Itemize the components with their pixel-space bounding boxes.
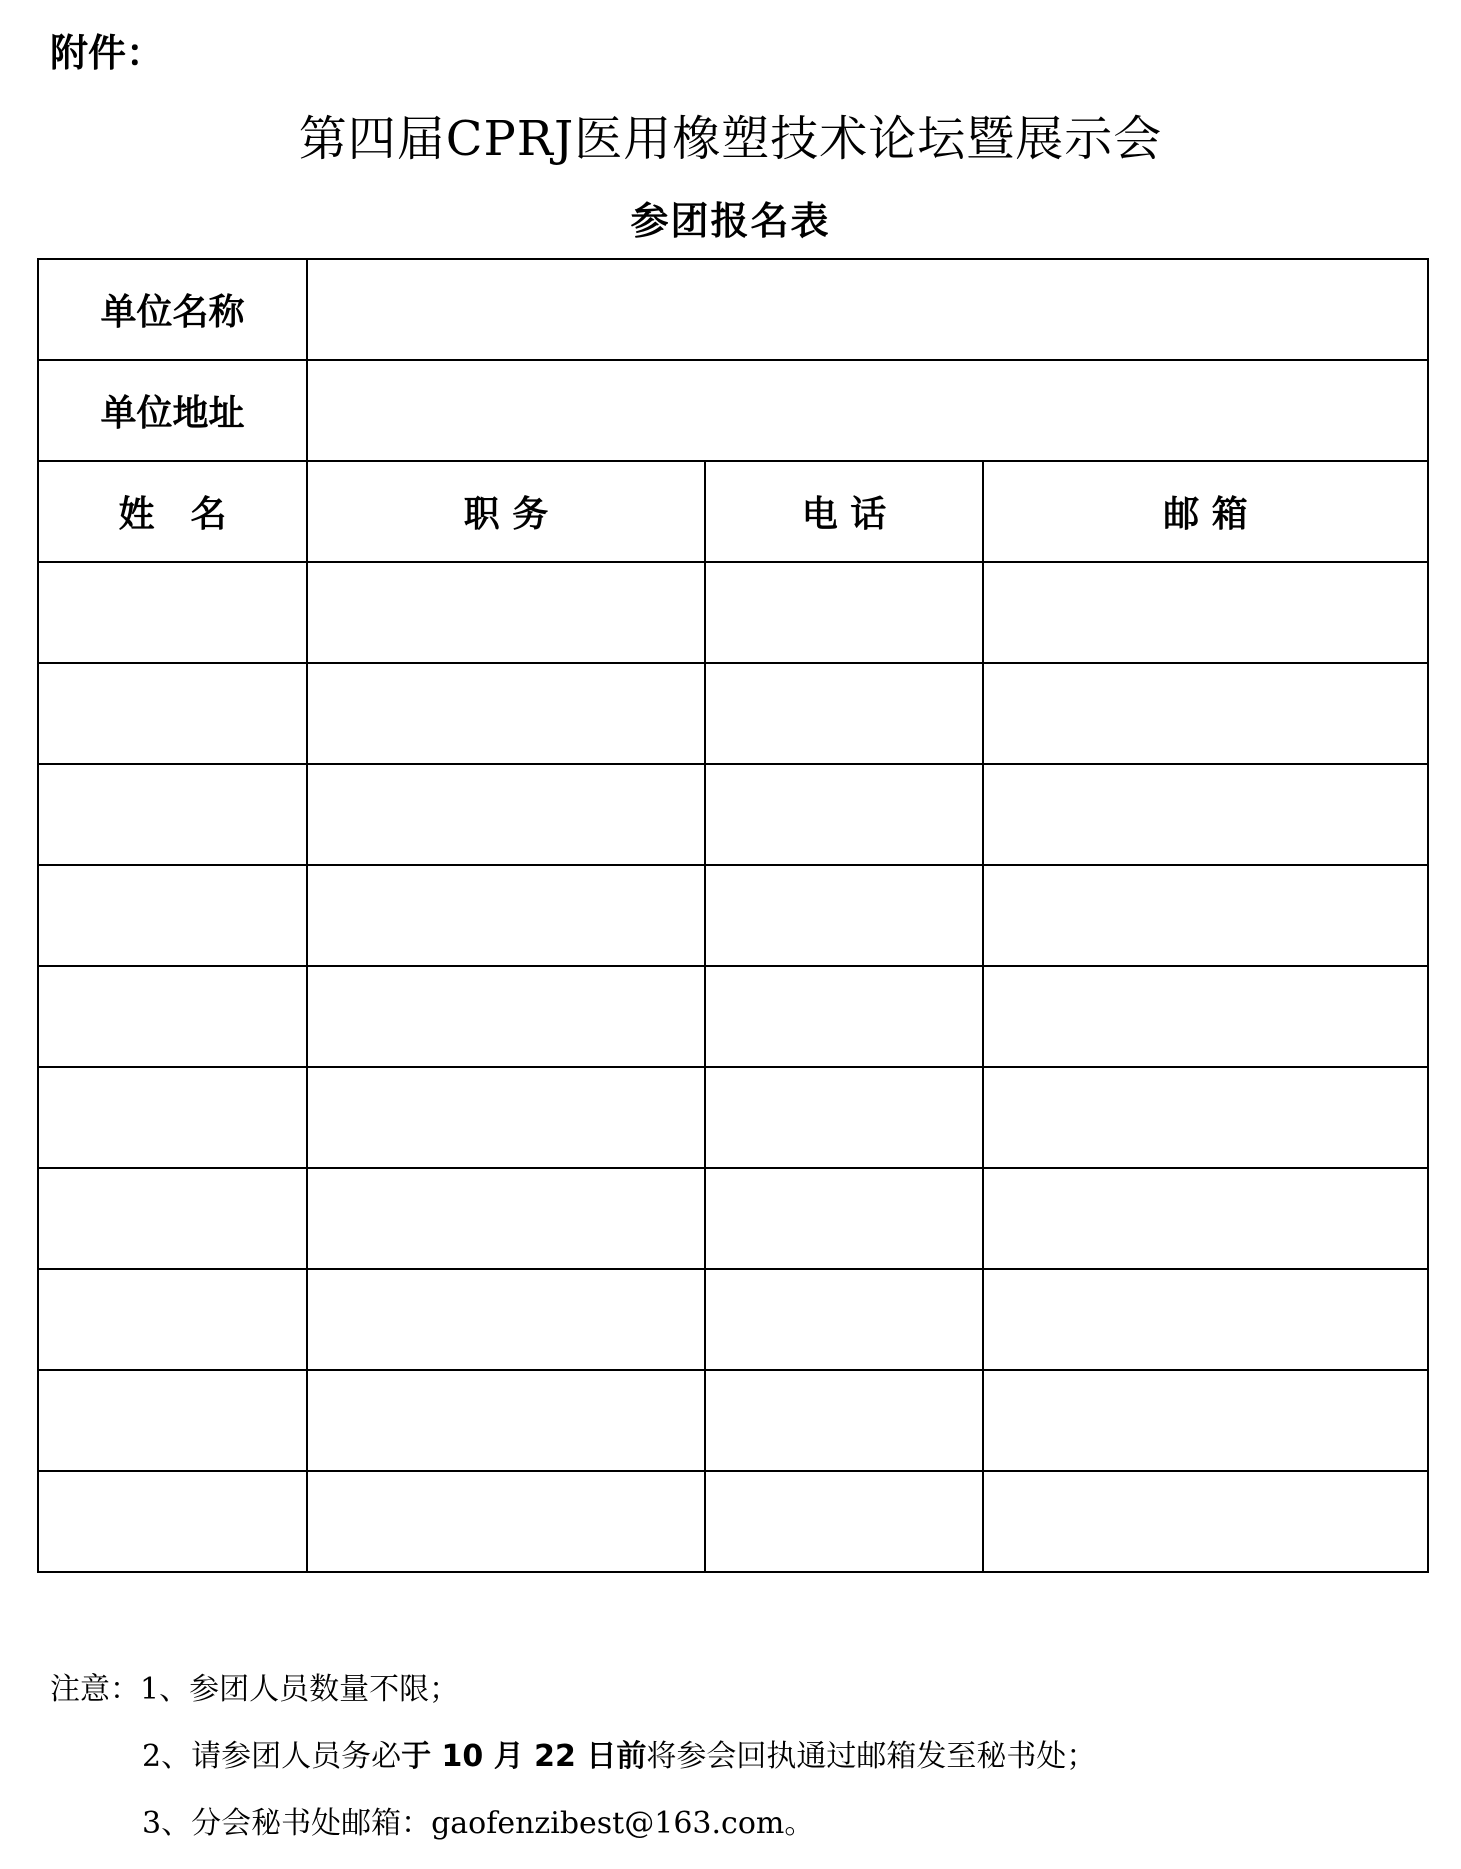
unit-address-label: 单位地址 xyxy=(38,360,307,461)
participant-position-cell[interactable] xyxy=(307,1168,705,1269)
column-header-name: 姓 名 xyxy=(38,461,307,562)
participant-row xyxy=(38,1471,1428,1572)
participant-row xyxy=(38,966,1428,1067)
participant-row xyxy=(38,865,1428,966)
column-header-phone: 电 话 xyxy=(705,461,983,562)
notes-prefix: 注意： xyxy=(50,1672,140,1707)
participant-name-cell[interactable] xyxy=(38,1269,307,1370)
participant-row xyxy=(38,764,1428,865)
note-3-text-a: 3、分会秘书处邮箱： xyxy=(142,1806,432,1841)
unit-name-row xyxy=(38,259,1428,360)
note-item-3 xyxy=(50,1802,1096,1869)
participant-email-cell[interactable] xyxy=(983,562,1428,663)
note-2-deadline: 于 10 月 22 日前 xyxy=(401,1739,647,1774)
unit-address-field[interactable] xyxy=(307,360,1428,461)
participant-email-cell[interactable] xyxy=(983,1168,1428,1269)
participant-name-cell[interactable] xyxy=(38,1067,307,1168)
unit-address-row xyxy=(38,360,1428,461)
note-2-text-a: 2、请参团人员务必 xyxy=(142,1739,402,1774)
participant-name-cell[interactable] xyxy=(38,562,307,663)
participant-position-cell[interactable] xyxy=(307,1067,705,1168)
participant-position-cell[interactable] xyxy=(307,1370,705,1471)
participant-row xyxy=(38,1067,1428,1168)
unit-name-field[interactable] xyxy=(307,259,1428,360)
participant-email-cell[interactable] xyxy=(983,1067,1428,1168)
participant-name-cell[interactable] xyxy=(38,1471,307,1572)
participant-name-cell[interactable] xyxy=(38,1168,307,1269)
note-3-end: 。 xyxy=(784,1806,815,1841)
participant-name-cell[interactable] xyxy=(38,764,307,865)
page-title: 第四届CPRJ医用橡塑技术论坛暨展示会 xyxy=(298,111,1163,167)
form-subtitle: 参团报名表 xyxy=(630,199,831,243)
participant-phone-cell[interactable] xyxy=(705,865,983,966)
participant-position-cell[interactable] xyxy=(307,562,705,663)
participant-email-cell[interactable] xyxy=(983,966,1428,1067)
participant-row xyxy=(38,663,1428,764)
participant-phone-cell[interactable] xyxy=(705,1471,983,1572)
secretariat-email: gaofenzibest@163.com xyxy=(431,1806,785,1841)
participant-email-cell[interactable] xyxy=(983,1471,1428,1572)
participant-phone-cell[interactable] xyxy=(705,966,983,1067)
participant-email-cell[interactable] xyxy=(983,1269,1428,1370)
participant-email-cell[interactable] xyxy=(983,1370,1428,1471)
participant-phone-cell[interactable] xyxy=(705,663,983,764)
participant-row xyxy=(38,1168,1428,1269)
note-item-1 xyxy=(50,1668,1096,1735)
notes-section xyxy=(50,1668,1096,1869)
note-item-2 xyxy=(50,1735,1096,1802)
header-row xyxy=(38,461,1428,562)
participant-phone-cell[interactable] xyxy=(705,1370,983,1471)
participant-name-cell[interactable] xyxy=(38,1370,307,1471)
column-header-email: 邮 箱 xyxy=(983,461,1428,562)
participant-row xyxy=(38,1370,1428,1471)
participant-email-cell[interactable] xyxy=(983,764,1428,865)
participant-email-cell[interactable] xyxy=(983,865,1428,966)
participant-phone-cell[interactable] xyxy=(705,562,983,663)
participant-name-cell[interactable] xyxy=(38,663,307,764)
participant-email-cell[interactable] xyxy=(983,663,1428,764)
participant-position-cell[interactable] xyxy=(307,865,705,966)
participant-row xyxy=(38,1269,1428,1370)
participant-position-cell[interactable] xyxy=(307,663,705,764)
participant-name-cell[interactable] xyxy=(38,865,307,966)
attachment-label: 附件： xyxy=(50,31,165,75)
column-header-position: 职 务 xyxy=(307,461,705,562)
participant-name-cell[interactable] xyxy=(38,966,307,1067)
participant-position-cell[interactable] xyxy=(307,1269,705,1370)
participant-row xyxy=(38,562,1428,663)
unit-name-label: 单位名称 xyxy=(38,259,307,360)
participant-phone-cell[interactable] xyxy=(705,1168,983,1269)
participant-phone-cell[interactable] xyxy=(705,764,983,865)
note-1-text: 1、参团人员数量不限； xyxy=(140,1672,460,1707)
participant-position-cell[interactable] xyxy=(307,1471,705,1572)
participant-position-cell[interactable] xyxy=(307,764,705,865)
participant-phone-cell[interactable] xyxy=(705,1269,983,1370)
participant-position-cell[interactable] xyxy=(307,966,705,1067)
note-2-text-c: 将参会回执通过邮箱发至秘书处； xyxy=(646,1739,1097,1774)
participant-phone-cell[interactable] xyxy=(705,1067,983,1168)
registration-form-table xyxy=(37,258,1429,1573)
